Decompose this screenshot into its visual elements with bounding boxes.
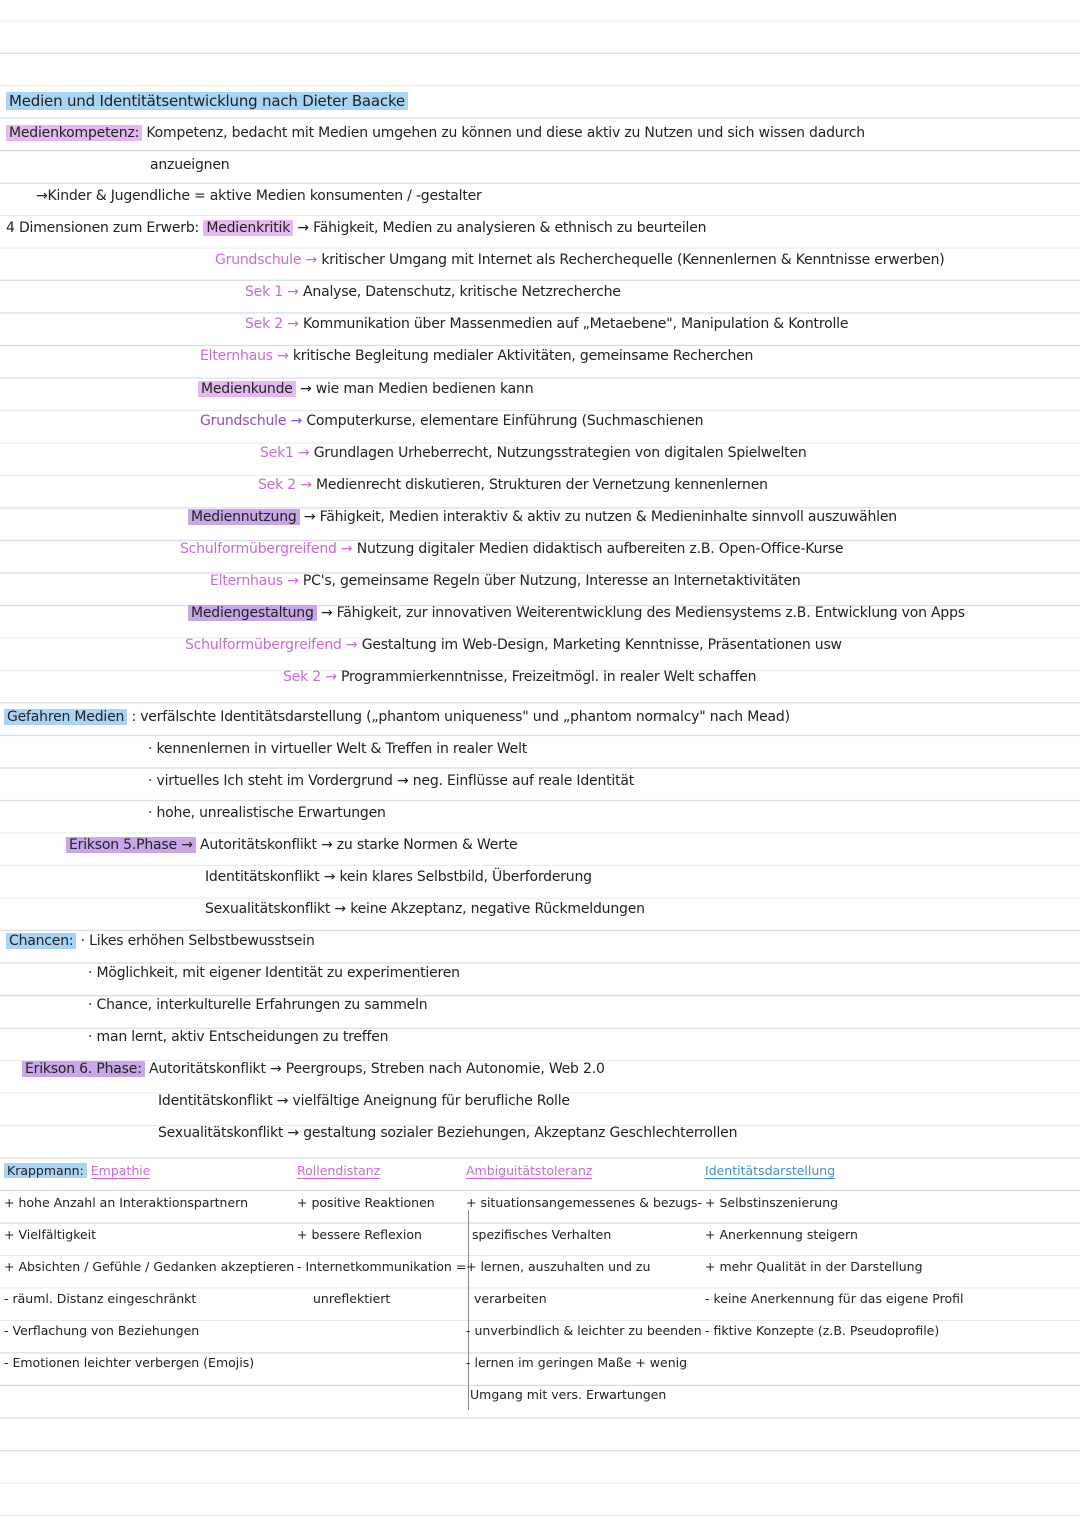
page-title-text: Medien und Identitätsentwicklung nach Dieter Baacke bbox=[6, 92, 408, 110]
rollendistanz-item: + bessere Reflexion bbox=[297, 1227, 422, 1242]
sek2-text: Programmierkenntnisse, Freizeitmögl. in realer Welt schaffen bbox=[341, 669, 757, 685]
gefahren-erikson-line bbox=[66, 836, 517, 854]
grundschule-label: Grundschule → bbox=[200, 413, 303, 429]
gefahren-item-2: · virtuelles Ich steht im Vordergrund → neg. Einflüsse auf reale Identität bbox=[148, 773, 635, 789]
erikson5-item-1: Identitätskonflikt → kein klares Selbstbild, Überforderung bbox=[205, 869, 592, 885]
medienkompetenz-line bbox=[6, 124, 865, 142]
empathie-item: + Absichten / Gefühle / Gedanken akzeptieren bbox=[4, 1259, 295, 1274]
identitaet-item: + Anerkennung steigern bbox=[705, 1227, 858, 1242]
mediengestaltung-def: → Fähigkeit, zur innovativen Weiterentwicklung des Mediensystems z.B. Entwicklung von Apps bbox=[320, 605, 965, 621]
rollendistanz-item: - Internetkommunikation = bbox=[297, 1259, 467, 1274]
kinder-jugendliche-line: →Kinder & Jugendliche = aktive Medien konsumenten / -gestalter bbox=[36, 188, 482, 204]
medienkritik-grundschule bbox=[215, 251, 945, 269]
medienkompetenz-label: Medienkompetenz: bbox=[6, 125, 142, 141]
sek1-label: Sek 1 → bbox=[245, 284, 299, 300]
krappmann-column-ambiguitaetstoleranz bbox=[466, 1155, 706, 1411]
medienkritik-def: → Fähigkeit, Medien zu analysieren & ethnisch zu beurteilen bbox=[297, 220, 707, 236]
erikson6-label: Erikson 6. Phase: bbox=[22, 1061, 145, 1077]
ambiguitaet-item: - lernen im geringen Maße + wenig bbox=[466, 1355, 688, 1370]
mediennutzung-line bbox=[188, 508, 897, 526]
krappmann-label: Krappmann: bbox=[4, 1163, 87, 1178]
sek2-text: Kommunikation über Massenmedien auf „Metaebene", Manipulation & Kontrolle bbox=[303, 316, 849, 332]
ambiguitaet-heading-row bbox=[466, 1155, 706, 1187]
rollendistanz-heading: Rollendistanz bbox=[297, 1163, 381, 1178]
krappmann-column-empathie bbox=[4, 1155, 295, 1379]
chancen-line bbox=[6, 932, 315, 950]
eltern-label: Elternhaus → bbox=[200, 348, 289, 364]
erikson6-item-2: Sexualitätskonflikt → gestaltung sozialer Beziehungen, Akzeptanz Geschlechterrollen bbox=[158, 1125, 738, 1141]
medienkritik-sek1 bbox=[245, 283, 621, 301]
ambiguitaet-heading: Ambiguitätstoleranz bbox=[466, 1163, 593, 1178]
mediennutzung-def: → Fähigkeit, Medien interaktiv & aktiv zu nutzen & Medieninhalte sinnvoll auszuwählen bbox=[303, 509, 897, 525]
mediengestaltung-schul bbox=[185, 636, 842, 654]
rollendistanz-item: + positive Reaktionen bbox=[297, 1195, 435, 1210]
empathie-item: - Verflachung von Beziehungen bbox=[4, 1323, 200, 1338]
erikson5-item-0: Autoritätskonflikt → zu starke Normen & Werte bbox=[200, 837, 518, 853]
identitaet-item: - fiktive Konzepte (z.B. Pseudoprofile) bbox=[705, 1323, 940, 1338]
rollendistanz-heading-row bbox=[297, 1155, 462, 1187]
gefahren-item-1: · kennenlernen in virtueller Welt & Treffen in realer Welt bbox=[148, 741, 528, 757]
identitaet-item: + mehr Qualität in der Darstellung bbox=[705, 1259, 923, 1274]
medienkritik-label: Medienkritik bbox=[203, 220, 293, 236]
medienkompetenz-text: Kompetenz, bedacht mit Medien umgehen zu können und diese aktiv zu Nutzen und sich wissen dadurch bbox=[146, 125, 865, 141]
ambiguitaet-item: verarbeiten bbox=[474, 1291, 547, 1306]
eltern-text: PC's, gemeinsame Regeln über Nutzung, Interesse an Internetaktivitäten bbox=[302, 573, 801, 589]
ambiguitaet-item: + lernen, auszuhalten und zu bbox=[466, 1259, 651, 1274]
schul-text: Nutzung digitaler Medien didaktisch aufbereiten z.B. Open-Office-Kurse bbox=[356, 541, 844, 557]
medienkunde-line bbox=[198, 380, 533, 398]
grundschule-text: kritischer Umgang mit Internet als Recherchequelle (Kennenlernen & Kenntnisse erwerben) bbox=[321, 252, 945, 268]
identitaet-item: + Selbstinszenierung bbox=[705, 1195, 839, 1210]
erikson6-item-1: Identitätskonflikt → vielfältige Aneignung für berufliche Rolle bbox=[158, 1093, 570, 1109]
eltern-text: kritische Begleitung medialer Aktivitäten, gemeinsame Recherchen bbox=[292, 348, 754, 364]
sek2-label: Sek 2 → bbox=[258, 477, 312, 493]
identitaet-heading: Identitätsdarstellung bbox=[705, 1163, 836, 1178]
empathie-item: + hohe Anzahl an Interaktionspartnern bbox=[4, 1195, 249, 1210]
dimensionen-line bbox=[6, 219, 706, 237]
mediengestaltung-label: Mediengestaltung bbox=[188, 605, 317, 621]
medienkunde-def: → wie man Medien bedienen kann bbox=[299, 381, 534, 397]
grundschule-label: Grundschule → bbox=[215, 252, 318, 268]
chancen-label: Chancen: bbox=[6, 933, 76, 949]
sek2-label: Sek 2 → bbox=[283, 669, 337, 685]
ambiguitaet-item: - unverbindlich & leichter zu beenden bbox=[466, 1323, 702, 1338]
dimensionen-label: 4 Dimensionen zum Erwerb: bbox=[6, 220, 200, 236]
medienkunde-sek1 bbox=[260, 444, 807, 462]
medienkompetenz-text-cont: anzueignen bbox=[150, 157, 230, 173]
krappmann-column-rollendistanz bbox=[297, 1155, 467, 1315]
empathie-item: - Emotionen leichter verbergen (Emojis) bbox=[4, 1355, 255, 1370]
chancen-item-1: · Möglichkeit, mit eigener Identität zu experimentieren bbox=[88, 965, 460, 981]
mediengestaltung-sek2 bbox=[283, 668, 756, 686]
page-title bbox=[6, 92, 408, 110]
medienkritik-eltern bbox=[200, 347, 753, 365]
chancen-item-2: · Chance, interkulturelle Erfahrungen zu sammeln bbox=[88, 997, 428, 1013]
medienkunde-grundschule bbox=[200, 412, 703, 430]
krappmann-heading-row bbox=[4, 1155, 289, 1187]
sek2-text: Medienrecht diskutieren, Strukturen der Vernetzung kennenlernen bbox=[316, 477, 768, 493]
chancen-erikson-line bbox=[22, 1060, 605, 1078]
sek1-text: Analyse, Datenschutz, kritische Netzrecherche bbox=[303, 284, 621, 300]
schul-text: Gestaltung im Web-Design, Marketing Kenntnisse, Präsentationen usw bbox=[361, 637, 842, 653]
erikson5-label: Erikson 5.Phase → bbox=[66, 837, 196, 853]
medienkunde-label: Medienkunde bbox=[198, 381, 296, 397]
gefahren-item-0: : verfälschte Identitätsdarstellung („phantom uniqueness" und „phantom normalcy" nach Mead) bbox=[131, 709, 790, 725]
identitaet-item: - keine Anerkennung für das eigene Profil bbox=[705, 1291, 964, 1306]
mediennutzung-eltern bbox=[210, 572, 801, 590]
empathie-heading: Empathie bbox=[90, 1163, 151, 1178]
mediengestaltung-line bbox=[188, 604, 965, 622]
schul-label: Schulformübergreifend → bbox=[180, 541, 353, 557]
sek2-label: Sek 2 → bbox=[245, 316, 299, 332]
identitaet-heading-row bbox=[705, 1155, 1005, 1187]
medienkunde-sek2 bbox=[258, 476, 768, 494]
mediennutzung-label: Mediennutzung bbox=[188, 509, 300, 525]
sek1-text: Grundlagen Urheberrecht, Nutzungsstrategien von digitalen Spielwelten bbox=[313, 445, 807, 461]
mediennutzung-schul bbox=[180, 540, 843, 558]
eltern-label: Elternhaus → bbox=[210, 573, 299, 589]
chancen-item-3: · man lernt, aktiv Entscheidungen zu treffen bbox=[88, 1029, 389, 1045]
erikson6-item-0: Autoritätskonflikt → Peergroups, Streben nach Autonomie, Web 2.0 bbox=[148, 1061, 605, 1077]
grundschule-text: Computerkurse, elementare Einführung (Suchmaschienen bbox=[306, 413, 704, 429]
chancen-item-0: · Likes erhöhen Selbstbewusstsein bbox=[80, 933, 315, 949]
gefahren-line bbox=[4, 708, 790, 726]
gefahren-item-3: · hohe, unrealistische Erwartungen bbox=[148, 805, 386, 821]
ambiguitaet-item: Umgang mit vers. Erwartungen bbox=[470, 1387, 667, 1402]
schul-label: Schulformübergreifend → bbox=[185, 637, 358, 653]
empathie-item: - räuml. Distanz eingeschränkt bbox=[4, 1291, 197, 1306]
medienkritik-sek2 bbox=[245, 315, 848, 333]
empathie-item: + Vielfältigkeit bbox=[4, 1227, 97, 1242]
ambiguitaet-item: spezifisches Verhalten bbox=[472, 1227, 612, 1242]
krappmann-column-identitaetsdarstellung bbox=[705, 1155, 1005, 1347]
erikson5-item-2: Sexualitätskonflikt → keine Akzeptanz, negative Rückmeldungen bbox=[205, 901, 645, 917]
rollendistanz-item: unreflektiert bbox=[313, 1291, 391, 1306]
gefahren-label: Gefahren Medien bbox=[4, 709, 127, 725]
sek1-label: Sek1 → bbox=[260, 445, 310, 461]
ambiguitaet-item: + situationsangemessenes & bezugs- bbox=[466, 1195, 703, 1210]
